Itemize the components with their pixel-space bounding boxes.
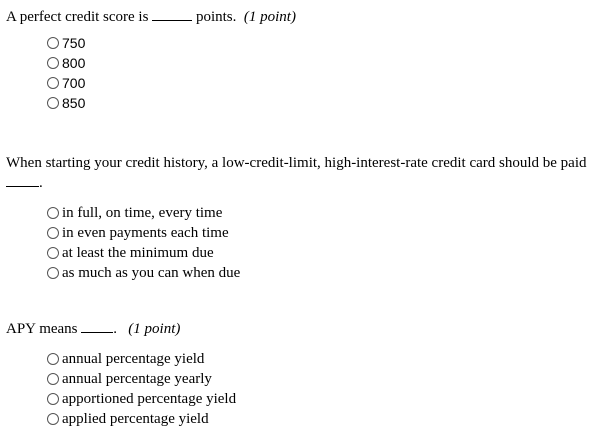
question-text (6, 7, 604, 27)
radio-button[interactable] (47, 37, 59, 49)
radio-button[interactable] (47, 393, 59, 405)
option-label: in full, on time, every time (62, 205, 223, 221)
question-1 (6, 7, 604, 113)
question-text-after: . (113, 321, 118, 337)
option-label: in even payments each time (62, 225, 229, 241)
answer-options (6, 33, 604, 113)
radio-button[interactable] (47, 353, 59, 365)
radio-button[interactable] (47, 373, 59, 385)
option-700[interactable] (47, 73, 604, 93)
question-text-before: A perfect credit score is (6, 9, 149, 25)
question-3 (6, 319, 604, 429)
option-800[interactable] (47, 53, 604, 73)
option-label: at least the minimum due (62, 245, 214, 261)
question-text-before: When starting your credit history, a low-credit-limit, high-interest-rate credit card should be paid (6, 155, 587, 171)
question-text-after: points. (195, 9, 237, 25)
radio-button[interactable] (47, 97, 59, 109)
radio-button[interactable] (47, 57, 59, 69)
question-2 (6, 153, 604, 283)
radio-button[interactable] (47, 413, 59, 425)
answer-blank (81, 320, 113, 333)
option-as-much[interactable] (47, 263, 604, 283)
option-label: annual percentage yearly (62, 371, 212, 387)
radio-button[interactable] (47, 207, 59, 219)
option-label: annual percentage yield (62, 351, 205, 367)
point-value: (1 point) (128, 321, 181, 337)
option-annual-percentage-yearly[interactable] (47, 369, 604, 389)
answer-options (6, 203, 604, 283)
option-apportioned-percentage-yield[interactable] (47, 389, 604, 409)
option-label: 850 (62, 95, 86, 111)
question-text-before: APY means (6, 321, 78, 337)
radio-button[interactable] (47, 227, 59, 239)
question-text (6, 319, 604, 339)
answer-blank (6, 174, 39, 187)
answer-options (6, 349, 604, 429)
point-value: (1 point) (243, 9, 296, 25)
option-750[interactable] (47, 33, 604, 53)
option-label: applied percentage yield (62, 411, 209, 427)
question-text-after: . (39, 175, 43, 191)
option-label: 800 (62, 55, 86, 71)
option-even-payments[interactable] (47, 223, 604, 243)
option-annual-percentage-yield[interactable] (47, 349, 604, 369)
question-text (6, 153, 604, 193)
option-850[interactable] (47, 93, 604, 113)
radio-button[interactable] (47, 77, 59, 89)
radio-button[interactable] (47, 267, 59, 279)
option-applied-percentage-yield[interactable] (47, 409, 604, 429)
option-label: apportioned percentage yield (62, 391, 237, 407)
answer-blank (152, 8, 192, 21)
option-label: 700 (62, 75, 86, 91)
option-label: as much as you can when due (62, 265, 241, 281)
option-in-full[interactable] (47, 203, 604, 223)
radio-button[interactable] (47, 247, 59, 259)
option-minimum-due[interactable] (47, 243, 604, 263)
option-label: 750 (62, 35, 86, 51)
